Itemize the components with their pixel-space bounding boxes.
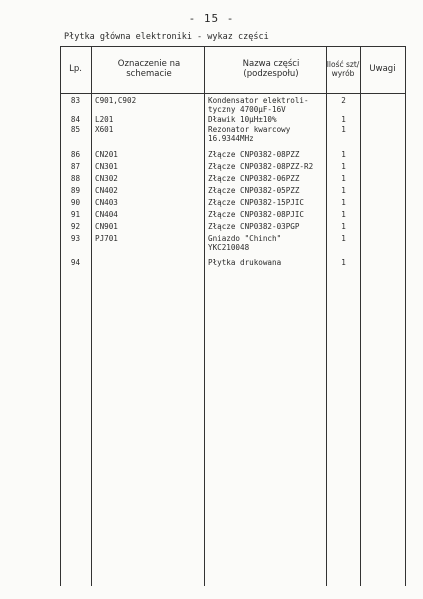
cell-nazwa xyxy=(208,210,304,219)
cell-lp: 93 xyxy=(70,234,81,243)
cell-lp: 92 xyxy=(70,222,81,231)
cell-nazwa-line: YKC210048 xyxy=(208,243,250,252)
header-oznaczenie: Oznaczenie na schemacie xyxy=(117,59,181,79)
cell-oznaczenie: L201 xyxy=(95,115,114,124)
cell-nazwa-line: Dławik 10µH±10% xyxy=(208,115,277,124)
header-ilosc: Ilość szt/ wyrób xyxy=(326,60,360,78)
cell-oznaczenie: X601 xyxy=(95,125,114,134)
cell-ilosc: 1 xyxy=(341,174,346,183)
column-divider xyxy=(204,46,205,586)
cell-lp: 85 xyxy=(70,125,81,134)
cell-ilosc: 1 xyxy=(341,150,346,159)
header-divider xyxy=(60,93,406,94)
cell-ilosc: 1 xyxy=(341,210,346,219)
cell-nazwa xyxy=(208,150,299,159)
cell-ilosc: 1 xyxy=(341,234,346,243)
cell-oznaczenie: PJ701 xyxy=(95,234,118,243)
cell-lp: 83 xyxy=(70,96,81,105)
cell-nazwa-line: Złącze CNP0382-06PZZ xyxy=(208,174,300,183)
page-number: - 15 - xyxy=(188,12,235,25)
cell-ilosc: 1 xyxy=(341,162,346,171)
cell-ilosc: 1 xyxy=(341,125,346,134)
cell-nazwa xyxy=(208,198,304,207)
cell-nazwa-line: Złącze CNP0382-08PJIC xyxy=(208,210,305,219)
cell-oznaczenie: CN901 xyxy=(95,222,118,231)
cell-lp: 87 xyxy=(70,162,81,171)
cell-nazwa-line: Złącze CNP0382-08PZZ xyxy=(208,150,300,159)
cell-nazwa-line: tyczny 4700µF-16V xyxy=(208,105,286,114)
cell-oznaczenie: CN402 xyxy=(95,186,118,195)
cell-nazwa-line: Kondensator elektroli- xyxy=(208,96,309,105)
cell-oznaczenie: C901,C902 xyxy=(95,96,137,105)
cell-ilosc: 1 xyxy=(341,258,346,267)
cell-ilosc: 1 xyxy=(341,115,346,124)
cell-nazwa xyxy=(208,222,299,231)
cell-nazwa-line: Gniazdo "Chinch" xyxy=(208,234,282,243)
cell-nazwa xyxy=(208,174,299,183)
cell-nazwa xyxy=(208,186,299,195)
cell-nazwa-line: Złącze CNP0382-05PZZ xyxy=(208,186,300,195)
column-divider xyxy=(91,46,92,586)
cell-nazwa-line: Płytka drukowana xyxy=(208,258,282,267)
cell-nazwa-line: Rezonator kwarcowy xyxy=(208,125,291,134)
cell-lp: 88 xyxy=(70,174,81,183)
cell-nazwa xyxy=(208,125,290,143)
cell-oznaczenie: CN302 xyxy=(95,174,118,183)
cell-lp: 89 xyxy=(70,186,81,195)
header-uwagi: Uwagi xyxy=(369,64,396,75)
cell-nazwa-line: 16.9344MHz xyxy=(208,134,254,143)
cell-lp: 84 xyxy=(70,115,81,124)
cell-oznaczenie: CN201 xyxy=(95,150,118,159)
cell-nazwa-line: Złącze CNP0382-08PZZ-R2 xyxy=(208,162,314,171)
cell-ilosc: 1 xyxy=(341,186,346,195)
cell-lp: 94 xyxy=(70,258,81,267)
cell-nazwa xyxy=(208,115,277,124)
document-title: Płytka główna elektroniki - wykaz części xyxy=(64,32,269,42)
cell-lp: 91 xyxy=(70,210,81,219)
cell-nazwa xyxy=(208,258,281,267)
cell-ilosc: 1 xyxy=(341,222,346,231)
cell-nazwa-line: Złącze CNP0382-15PJIC xyxy=(208,198,305,207)
cell-ilosc: 2 xyxy=(341,96,346,105)
cell-lp: 86 xyxy=(70,150,81,159)
cell-nazwa xyxy=(208,96,309,114)
cell-lp: 90 xyxy=(70,198,81,207)
cell-oznaczenie: CN403 xyxy=(95,198,118,207)
cell-ilosc: 1 xyxy=(341,198,346,207)
cell-oznaczenie: CN301 xyxy=(95,162,118,171)
cell-nazwa xyxy=(208,234,281,252)
cell-nazwa-line: Złącze CNP0382-03PGP xyxy=(208,222,300,231)
header-nazwa: Nazwa części (podzespołu) xyxy=(242,59,300,79)
table-border-right xyxy=(405,46,406,586)
header-lp: Lp. xyxy=(69,64,82,75)
column-divider xyxy=(360,46,361,586)
table-border-top xyxy=(60,46,406,47)
cell-nazwa xyxy=(208,162,313,171)
parts-table xyxy=(60,46,406,586)
cell-oznaczenie: CN404 xyxy=(95,210,118,219)
